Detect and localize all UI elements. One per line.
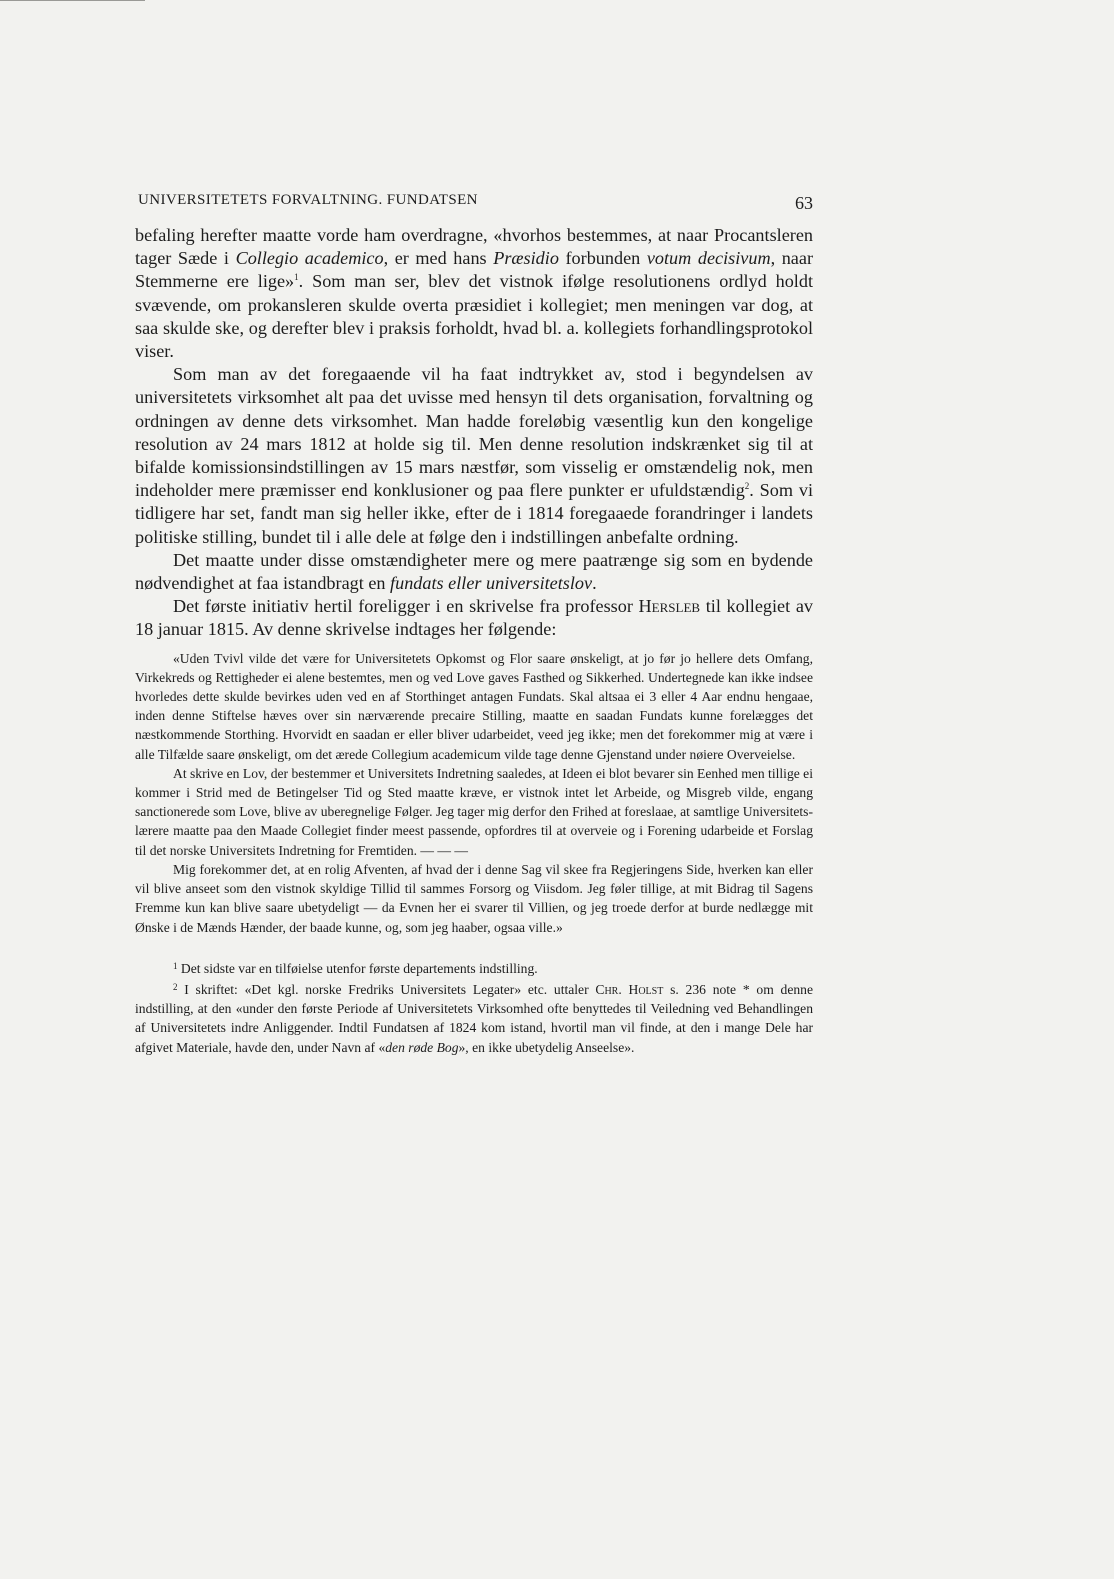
text-run: til kollegiet av 18 januar 1815. Av denne skrivelse indtages her følgende: xyxy=(135,596,813,640)
quote-paragraph-1: «Uden Tvivl vilde det være for Universitetets Opkomst og Flor saare ønskeligt, at jo før jo hellere dets Omfang, Virkekreds og Rettigheder ei alene bestemtes, men og ved Love gaves Fasthed og Sikkerhed. Undertegnede kan ikke indsee hvorledes dette skulde bevirkes uden ved en af Storthinget antagen Fundats. Skal altsaa ei 3 eller 4 Aar endnu hengaae, inden denne Stiftelse hæves over sin nærværende precaire Stilling, maatte en saadan Fundats kunne forelægges det næstkommende Storthing. Hvorvidt en saadan er eller bliver udarbeidet, veed jeg ikke; men det forekommer mig at være i alle Tilfælde saare ønskeligt, om det ærede Collegium academicum vilde tage denne Gjenstand under nøiere Overveielse. xyxy=(135,650,813,762)
text-run: forbunden xyxy=(558,248,647,269)
running-head: UNIVERSITETETS FORVALTNING. FUNDATSEN xyxy=(138,192,478,208)
block-quote xyxy=(135,649,813,937)
italic-run: fundats eller universitetslov xyxy=(390,573,593,594)
footnotes xyxy=(135,957,813,1057)
text-run: Det første initiativ hertil foreligger i en skrivelse fra professor xyxy=(173,596,639,617)
italic-run: den røde Bog xyxy=(385,1039,459,1055)
text-run: Som man av det foregaaende vil ha faat indtrykket av, stod i begyndelsen av universitetets virksomhet alt paa det uvisse med hensyn til dets organisation, forvaltning og ordningen av denne dets virksomhet. Man hadde foreløbig væsentlig kun den kongelige resolution av 24 mars 1812 at holde sig til. Men denne resolution indskrænket sig til at bifalde komissionsindstillingen av 15 mars næstfør, som visselig er omstændelig nok, men indeholder mere præmisser end konklusioner og paa flere punkter er ufuldstændig xyxy=(135,364,813,501)
scan-edge-line xyxy=(0,0,145,1)
italic-run: votum decisivum xyxy=(646,248,771,269)
paragraph-3 xyxy=(135,549,813,595)
footnote-1 xyxy=(135,957,813,978)
text-run: Det maatte under disse omstændigheter mere og mere paatrænge sig som en bydende nødvendighet at faa istandbragt en xyxy=(135,549,813,594)
book-page xyxy=(135,192,813,1057)
small-caps-name: Chr. Holst xyxy=(595,981,664,997)
paragraph-4 xyxy=(135,595,813,641)
footnote-text: Det sidste var en tilføielse utenfor første departements indstilling. xyxy=(180,960,538,976)
text-run: . Som vi tidligere har set, fandt man sig heller ikke, efter de i 1814 foregaaede forandringer i landets politiske stilling, bundet til i alle dele at følge den i indstillingen anbefalte ordning. xyxy=(135,480,813,547)
small-caps-name: Hersleb xyxy=(638,596,701,617)
paragraph-2 xyxy=(135,363,813,549)
footnote-ref-2: 2 xyxy=(744,481,750,492)
page-number: 63 xyxy=(795,193,813,213)
italic-run: Collegio academico xyxy=(235,248,384,269)
text-run: , naar Stemmerne ere lige» xyxy=(135,248,813,292)
footnote-ref-1: 1 xyxy=(294,272,299,283)
text-run: . Som man ser, blev det vistnok ifølge resolutionens ordlyd holdt svævende, om prokansleren skulde overta præsidiet i kollegiet; men meningen var dog, at saa skulde ske, og derefter blev i praksis forholdt, hvad bl. a. kollegiets forhandlingsprotokol viser. xyxy=(135,271,813,362)
paragraph-1 xyxy=(135,224,813,363)
text-run: . xyxy=(592,573,597,594)
footnote-mark: 1 xyxy=(173,960,178,971)
quote-paragraph-3: Mig forekommer det, at en rolig Afventen, af hvad der i denne Sag vil skee fra Regjeringens Side, hverken kan eller vil blive anseet som den vistnok skyldige Tillid til sammes Forsorg og Viisdom. Jeg føler tillige, at mit Bidrag til Sagens Fremme kun kan blive saare ubetydeligt — da Evnen her ei svarer til Villien, og jeg troede derfor at burde nedlægge mit Ønske i de Mænds Hænder, der baade kunne, og, som jeg haaber, ogsaa ville.» xyxy=(135,861,813,935)
main-text xyxy=(135,224,813,642)
footnote-text: », en ikke ubetydelig Anseelse». xyxy=(458,1039,635,1055)
footnote-2 xyxy=(135,978,813,1057)
text-run: befaling herefter maatte vorde ham overdragne, «hvorhos bestemmes, at naar Procantsleren tager Sæde i xyxy=(135,225,813,269)
text-run: , er med hans xyxy=(383,248,494,269)
footnote-text: s. 236 note * om denne indstilling, at den «under den første Periode af Universitetets Virksomhed ofte benyttedes til Veiledning ved Behandlingen af Universitetets indre Anliggender. Indtil Fundatsen af 1824 kom istand, hvortil man vil finde, at den i mange Dele har afgivet Materiale, havde den, under Navn af « xyxy=(135,981,813,1055)
quote-paragraph-2: At skrive en Lov, der bestemmer et Universitets Indretning saaledes, at Ideen ei blot bevarer sin Eenhed men tillige ei kommer i Strid med de Betingelser Tid og Sted maatte kræve, er vistnok intet let Arbeide, og Misgreb vilde, engang sanctionerede som Love, blive av uberegnelige Følger. Jeg tager mig derfor den Frihed at foreslaae, at samtlige Universitetslærere maatte paa den Maade Collegiet finder meest passende, opfordres til at overveie og i Forening udarbeide et Forslag til det norske Universitets Indretning for Fremtiden. — — — xyxy=(135,765,813,858)
footnote-text: I skriftet: «Det kgl. norske Fredriks Universitets Legater» etc. uttaler xyxy=(184,981,596,997)
footnote-mark: 2 xyxy=(173,981,178,992)
italic-run: Præsidio xyxy=(493,248,559,269)
page-header xyxy=(135,192,813,218)
